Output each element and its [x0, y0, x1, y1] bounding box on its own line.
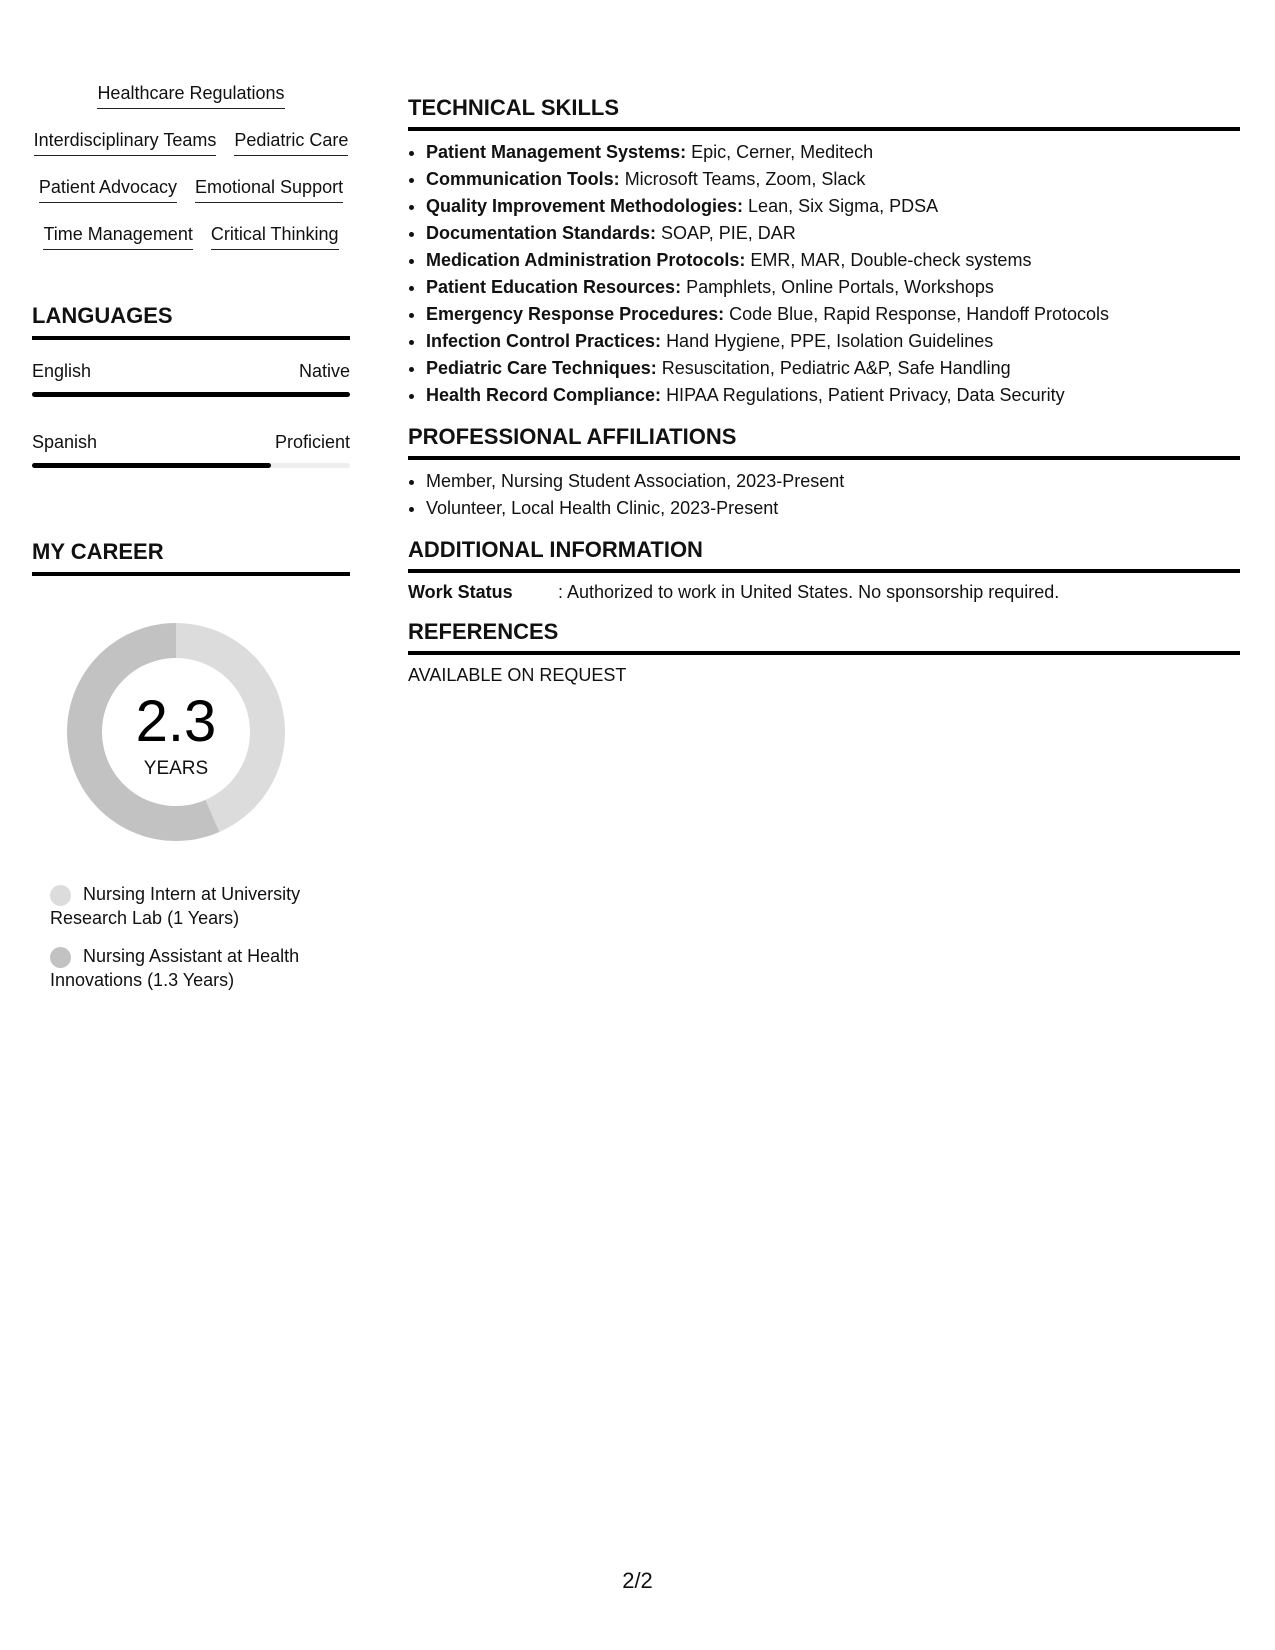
technical-skill-item — [426, 274, 1240, 301]
affiliations-heading: PROFESSIONAL AFFILIATIONS — [408, 423, 1240, 460]
skill-tag: Emotional Support — [195, 176, 343, 203]
references-section — [408, 618, 1240, 687]
languages-section — [32, 302, 350, 468]
language-name: English — [32, 361, 92, 381]
technical-skill-item — [426, 301, 1240, 328]
language-bar-fill — [32, 392, 350, 397]
technical-skill-label: Health Record Compliance: — [426, 385, 662, 405]
technical-skill-value: Lean, Six Sigma, PDSA — [748, 196, 939, 216]
technical-skill-value: Code Blue, Rapid Response, Handoff Protocols — [729, 304, 1110, 324]
skill-tag: Time Management — [43, 223, 192, 250]
technical-skills-list — [408, 139, 1240, 409]
technical-skill-label: Patient Education Resources: — [426, 277, 682, 297]
legend-dot-icon — [50, 885, 71, 906]
technical-skill-item — [426, 247, 1240, 274]
technical-skill-value: Pamphlets, Online Portals, Workshops — [686, 277, 994, 297]
skills-list — [32, 82, 350, 250]
language-row — [32, 360, 350, 397]
career-total-value: 2.3 — [135, 689, 217, 754]
legend-dot-icon — [50, 947, 71, 968]
career-legend-label: Nursing Assistant at Health Innovations (1.3 Years) — [50, 946, 300, 990]
career-donut-chart — [64, 620, 294, 850]
additional-info-section — [408, 536, 1240, 604]
career-legend-item — [50, 944, 350, 992]
skill-tag: Pediatric Care — [234, 129, 348, 156]
technical-skill-item — [426, 220, 1240, 247]
language-level: Proficient — [274, 432, 350, 452]
technical-skill-item — [426, 328, 1240, 355]
languages-heading: LANGUAGES — [32, 302, 350, 340]
career-legend-item — [50, 882, 350, 930]
affiliation-item: • Member, Nursing Student Association, 2023-Present — [426, 468, 1240, 495]
additional-info-heading: ADDITIONAL INFORMATION — [408, 536, 1240, 573]
references-heading: REFERENCES — [408, 618, 1240, 655]
language-bar — [32, 392, 350, 397]
technical-skill-value: Hand Hygiene, PPE, Isolation Guidelines — [666, 331, 994, 351]
technical-skill-label: Quality Improvement Methodologies: — [426, 196, 744, 216]
technical-skill-value: Microsoft Teams, Zoom, Slack — [624, 169, 866, 189]
technical-skill-item — [426, 355, 1240, 382]
language-bar-fill — [32, 463, 271, 468]
technical-skill-item — [426, 139, 1240, 166]
technical-skill-item — [426, 193, 1240, 220]
technical-skill-label: Documentation Standards: — [426, 223, 657, 243]
career-legend — [50, 882, 350, 992]
language-name: Spanish — [32, 432, 98, 452]
right-column — [408, 94, 1240, 687]
technical-skill-label: Infection Control Practices: — [426, 331, 662, 351]
career-heading: MY CAREER — [32, 538, 350, 576]
technical-skill-value: HIPAA Regulations, Patient Privacy, Data Security — [666, 385, 1065, 405]
affiliations-list — [408, 468, 1240, 522]
work-status-row — [408, 580, 1240, 604]
technical-skill-value: Epic, Cerner, Meditech — [691, 142, 874, 162]
skill-tag: Interdisciplinary Teams — [34, 129, 217, 156]
technical-skill-item — [426, 382, 1240, 409]
page-number: 2/2 — [622, 1568, 653, 1593]
language-bar — [32, 463, 350, 468]
technical-skill-label: Patient Management Systems: — [426, 142, 687, 162]
language-level: Native — [298, 361, 350, 381]
technical-skill-value: EMR, MAR, Double-check systems — [750, 250, 1032, 270]
technical-skill-value: Resuscitation, Pediatric A&P, Safe Handling — [661, 358, 1011, 378]
affiliation-item: • Volunteer, Local Health Clinic, 2023-Present — [426, 495, 1240, 522]
technical-skill-label: Pediatric Care Techniques: — [426, 358, 657, 378]
career-total-unit: YEARS — [143, 758, 209, 779]
skill-tag: Critical Thinking — [211, 223, 339, 250]
affiliations-section — [408, 423, 1240, 522]
technical-skill-label: Medication Administration Protocols: — [426, 250, 746, 270]
work-status-value: : Authorized to work in United States. No sponsorship required. — [558, 582, 1060, 602]
skill-tag: Healthcare Regulations — [97, 82, 284, 109]
technical-skills-heading: TECHNICAL SKILLS — [408, 94, 1240, 131]
skill-tag: Patient Advocacy — [39, 176, 177, 203]
technical-skill-item — [426, 166, 1240, 193]
technical-skill-label: Communication Tools: — [426, 169, 620, 189]
career-legend-label: Nursing Intern at University Research Lab (1 Years) — [50, 884, 301, 928]
language-row — [32, 431, 350, 468]
technical-skill-value: SOAP, PIE, DAR — [661, 223, 796, 243]
technical-skill-label: Emergency Response Procedures: — [426, 304, 725, 324]
work-status-label: Work Status — [408, 582, 513, 602]
left-column — [32, 82, 350, 1006]
references-text: AVAILABLE ON REQUEST — [408, 665, 627, 685]
career-section — [32, 538, 350, 992]
